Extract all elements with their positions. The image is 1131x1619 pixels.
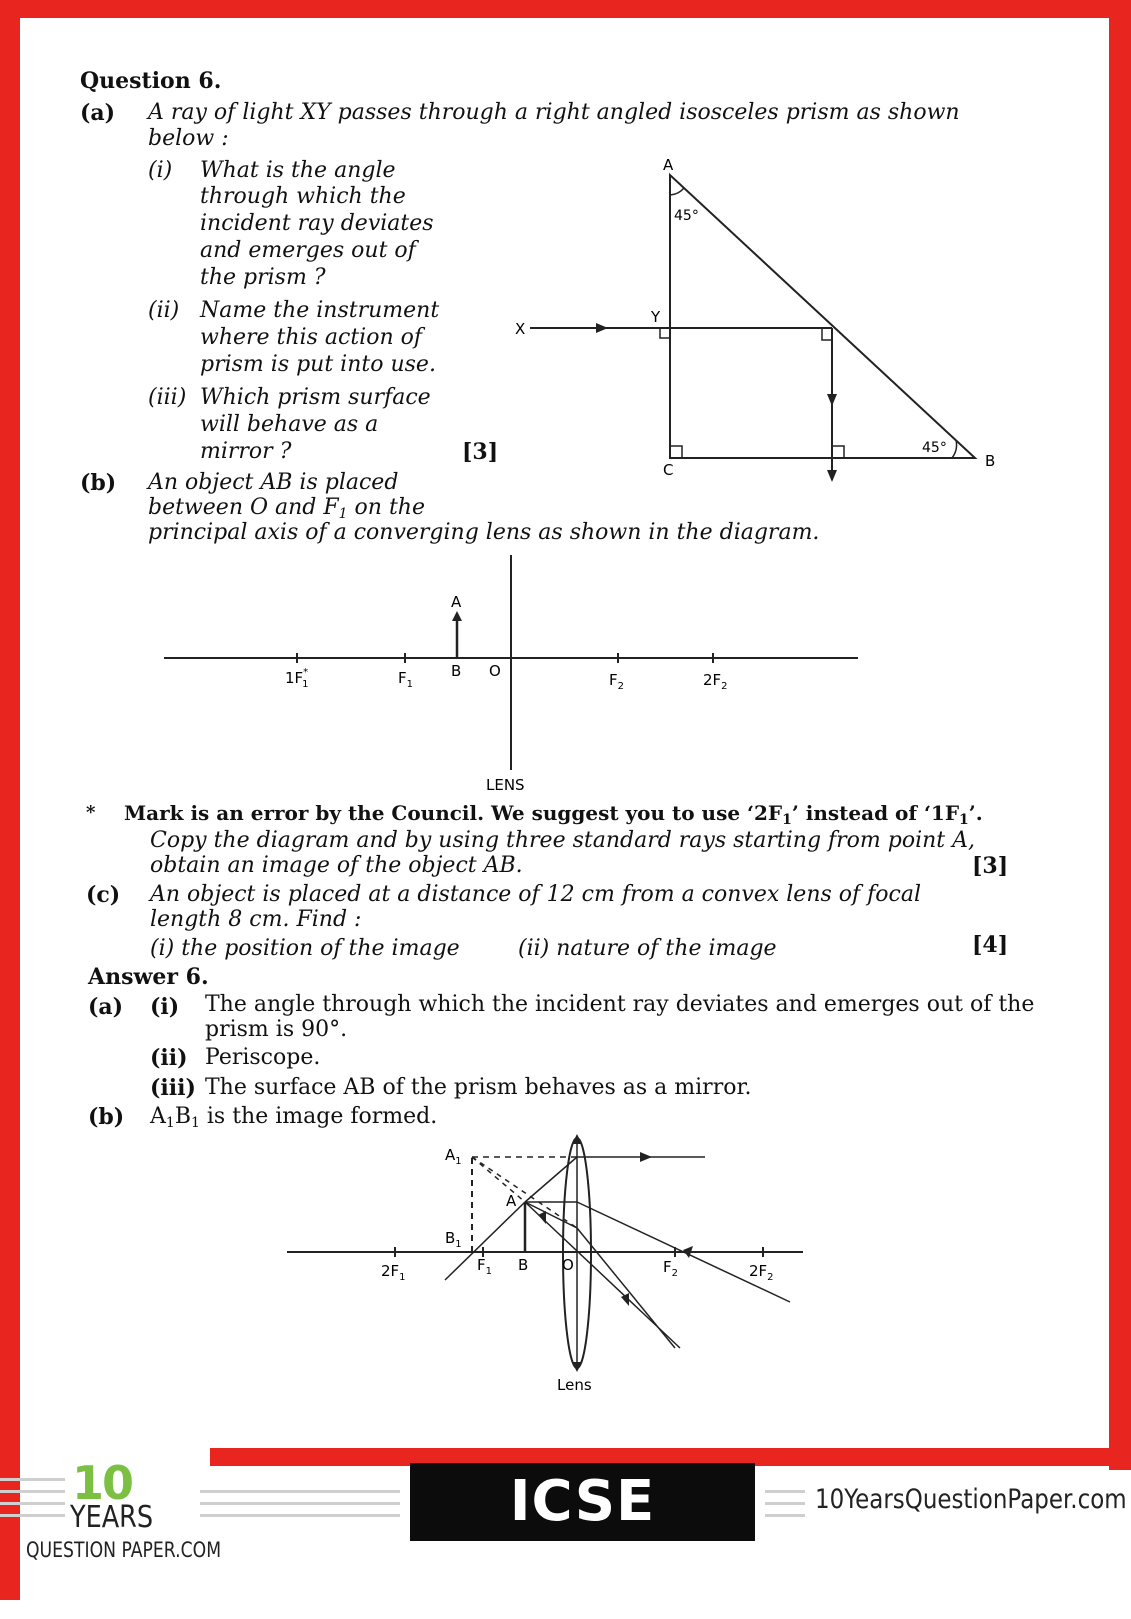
answer-b-label: (b) <box>88 1104 125 1130</box>
ans-label-a1: $A_1$ <box>445 1146 462 1167</box>
question-b-label: (b) <box>80 470 117 496</box>
question-c-line-1: An object is placed at a distance of 12 cm from a convex lens of focal <box>150 882 922 907</box>
object-arrow <box>452 611 462 621</box>
answer-title: Answer 6. <box>88 964 209 990</box>
question-b-line-2: between O and $F_1$ on the <box>148 495 425 522</box>
question-c-ii: (ii) nature of the image <box>518 936 777 961</box>
lens-label-b: B <box>451 662 462 680</box>
question-b-marks: [3] <box>972 853 1009 879</box>
prism-label-x: X <box>515 320 526 338</box>
prism-label-a: A <box>663 156 674 174</box>
question-iii-line: Which prism surface <box>200 385 431 410</box>
right-angle-exit <box>832 446 844 458</box>
question-c-line-2: length 8 cm. Find : <box>150 907 362 932</box>
lens-diagram <box>160 555 880 805</box>
question-i-line: through which the <box>200 184 406 209</box>
ans-label-b: B <box>518 1256 529 1274</box>
answer-ray-diagram <box>285 1130 810 1400</box>
lens-label-o: O <box>489 662 501 680</box>
ans-label-a: A <box>506 1192 517 1210</box>
ans-label-f2: $F_2$ <box>663 1258 679 1279</box>
lens-label-f2: $F_2$ <box>609 671 625 692</box>
red-border-left <box>0 0 20 1600</box>
angle-a-arc <box>670 188 684 195</box>
note-star: * <box>86 802 96 823</box>
prism-triangle <box>670 175 975 458</box>
ans-label-f1: $F_1$ <box>477 1256 493 1277</box>
lens-label-a: A <box>451 593 462 611</box>
ans-label-b1: $B_1$ <box>445 1229 462 1250</box>
question-c-label: (c) <box>86 882 121 908</box>
answer-ii-text: Periscope. <box>205 1045 321 1070</box>
prism-label-y: Y <box>651 308 661 326</box>
question-a-label: (a) <box>80 100 116 126</box>
prism-diagram <box>500 150 1020 490</box>
question-i-line: the prism ? <box>200 265 326 290</box>
right-angle-y <box>660 328 670 338</box>
lens-caption: LENS <box>486 776 525 794</box>
question-c-i: (i) the position of the image <box>150 936 460 961</box>
answer-iii-text: The surface AB of the prism behaves as a mirror. <box>205 1075 752 1100</box>
footer-logo-site: QUESTION PAPER.COM <box>26 1538 222 1562</box>
ans-label-2f2: $2F_2$ <box>749 1262 774 1283</box>
ray-arrow-2 <box>827 394 837 406</box>
angle-b-arc <box>952 440 957 458</box>
prism-angle-b: 45° <box>922 440 947 456</box>
lens-label-f1: $F_1$ <box>398 669 414 690</box>
ray-arrow-3 <box>827 470 837 482</box>
prism-label-c: C <box>663 461 674 479</box>
question-a-text-2: below : <box>148 126 229 151</box>
question-ii-line: Name the instrument <box>200 298 440 323</box>
prism-angle-a: 45° <box>674 208 699 224</box>
note-text: Mark is an error by the Council. We suggest you to use ‘$2F_1$’ instead of ‘$1F_1$’. <box>124 801 983 828</box>
footer-logo-number: 10 <box>72 1456 133 1510</box>
copy-line-2: obtain an image of the object AB. <box>150 853 523 878</box>
question-c-marks: [4] <box>972 932 1009 958</box>
question-iii-label: (iii) <box>148 385 187 410</box>
answer-ii-label: (ii) <box>150 1045 188 1071</box>
question-iii-line: will behave as a <box>200 412 379 437</box>
red-border-top <box>0 0 1131 18</box>
lens-label-2f2: $2F_2$ <box>703 671 728 692</box>
question-i-line: and emerges out of <box>200 238 416 263</box>
right-angle-c <box>670 446 682 458</box>
question-i-line: incident ray deviates <box>200 211 434 236</box>
ray-arrow-1 <box>596 323 608 333</box>
question-iii-line: mirror ? <box>200 439 292 464</box>
footer-logo-years: YEARS <box>70 1500 154 1535</box>
answer-i-label: (i) <box>150 994 180 1020</box>
ans-label-2f1: $2F_1$ <box>381 1262 406 1283</box>
footer-website-link[interactable]: 10YearsQuestionPaper.com <box>815 1484 1127 1515</box>
question-a-text: A ray of light XY passes through a right angled isosceles prism as shown <box>148 100 960 125</box>
right-angle-mirror <box>822 328 832 340</box>
question-b-line-3: principal axis of a converging lens as shown in the diagram. <box>148 520 820 545</box>
question-b-line: An object AB is placed <box>148 470 399 495</box>
ans-lens-caption: Lens <box>557 1376 592 1394</box>
answer-iii-label: (iii) <box>150 1075 196 1101</box>
copy-line-1: Copy the diagram and by using three standard rays starting from point A, <box>150 828 976 853</box>
answer-b-text: $A_1B_1$ is the image formed. <box>150 1104 438 1131</box>
footer-banner: ICSE BOARD X <box>410 1463 755 1541</box>
question-i-line: What is the angle <box>200 158 396 183</box>
question-ii-label: (ii) <box>148 298 180 323</box>
answer-a-label: (a) <box>88 994 124 1020</box>
question-a-marks: [3] <box>462 439 499 465</box>
lens-label-1f1: 1F* 1 <box>285 667 309 690</box>
question-ii-line: prism is put into use. <box>200 352 436 377</box>
question-title: Question 6. <box>80 68 222 94</box>
answer-i-line-1: The angle through which the incident ray deviates and emerges out of the <box>205 992 1035 1017</box>
question-i-label: (i) <box>148 158 173 183</box>
prism-label-b: B <box>985 452 996 470</box>
ans-label-o: O <box>562 1256 574 1274</box>
red-border-right <box>1109 0 1131 1470</box>
question-ii-line: where this action of <box>200 325 422 350</box>
answer-i-line-2: prism is 90°. <box>205 1017 348 1042</box>
